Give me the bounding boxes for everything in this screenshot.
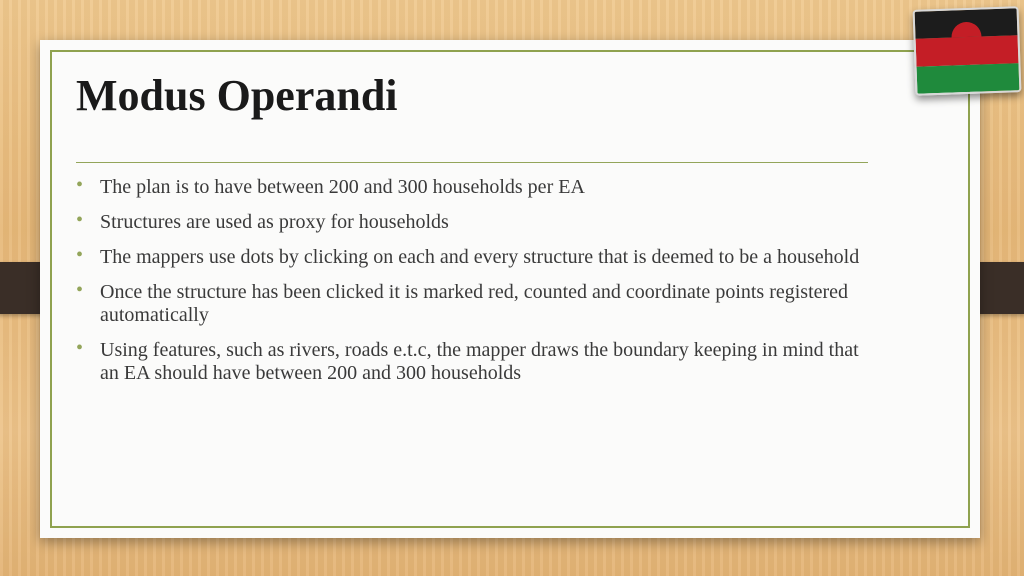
flag-black-stripe — [915, 8, 1018, 39]
bullet-text: Structures are used as proxy for households — [100, 211, 449, 233]
bullet-text: The mappers use dots by clicking on each and every structure that is deemed to be a household — [100, 246, 860, 268]
bullet-icon: • — [76, 244, 84, 266]
bullet-icon: • — [76, 337, 84, 359]
bullet-item — [76, 211, 876, 234]
bullet-item — [76, 246, 876, 269]
bullet-item — [76, 281, 876, 327]
bullet-icon: • — [76, 174, 84, 196]
bullet-icon: • — [76, 209, 84, 231]
malawi-flag-icon — [913, 6, 1022, 96]
bullet-list — [76, 176, 876, 397]
bullet-text: The plan is to have between 200 and 300 households per EA — [100, 176, 585, 198]
bullet-icon: • — [76, 279, 84, 301]
bullet-text: Once the structure has been clicked it is marked red, counted and coordinate points registered automatically — [100, 281, 849, 326]
bullet-text: Using features, such as rivers, roads e.t.c, the mapper draws the boundary keeping in mind that an EA should have between 200 and 300 households — [100, 339, 859, 384]
flag-red-stripe — [916, 36, 1019, 67]
flag-green-stripe — [917, 63, 1020, 94]
bullet-item — [76, 339, 876, 385]
bullet-item — [76, 176, 876, 199]
slide-title: Modus Operandi — [76, 71, 398, 120]
flag-sun-icon — [951, 22, 982, 38]
title-divider — [76, 162, 868, 163]
